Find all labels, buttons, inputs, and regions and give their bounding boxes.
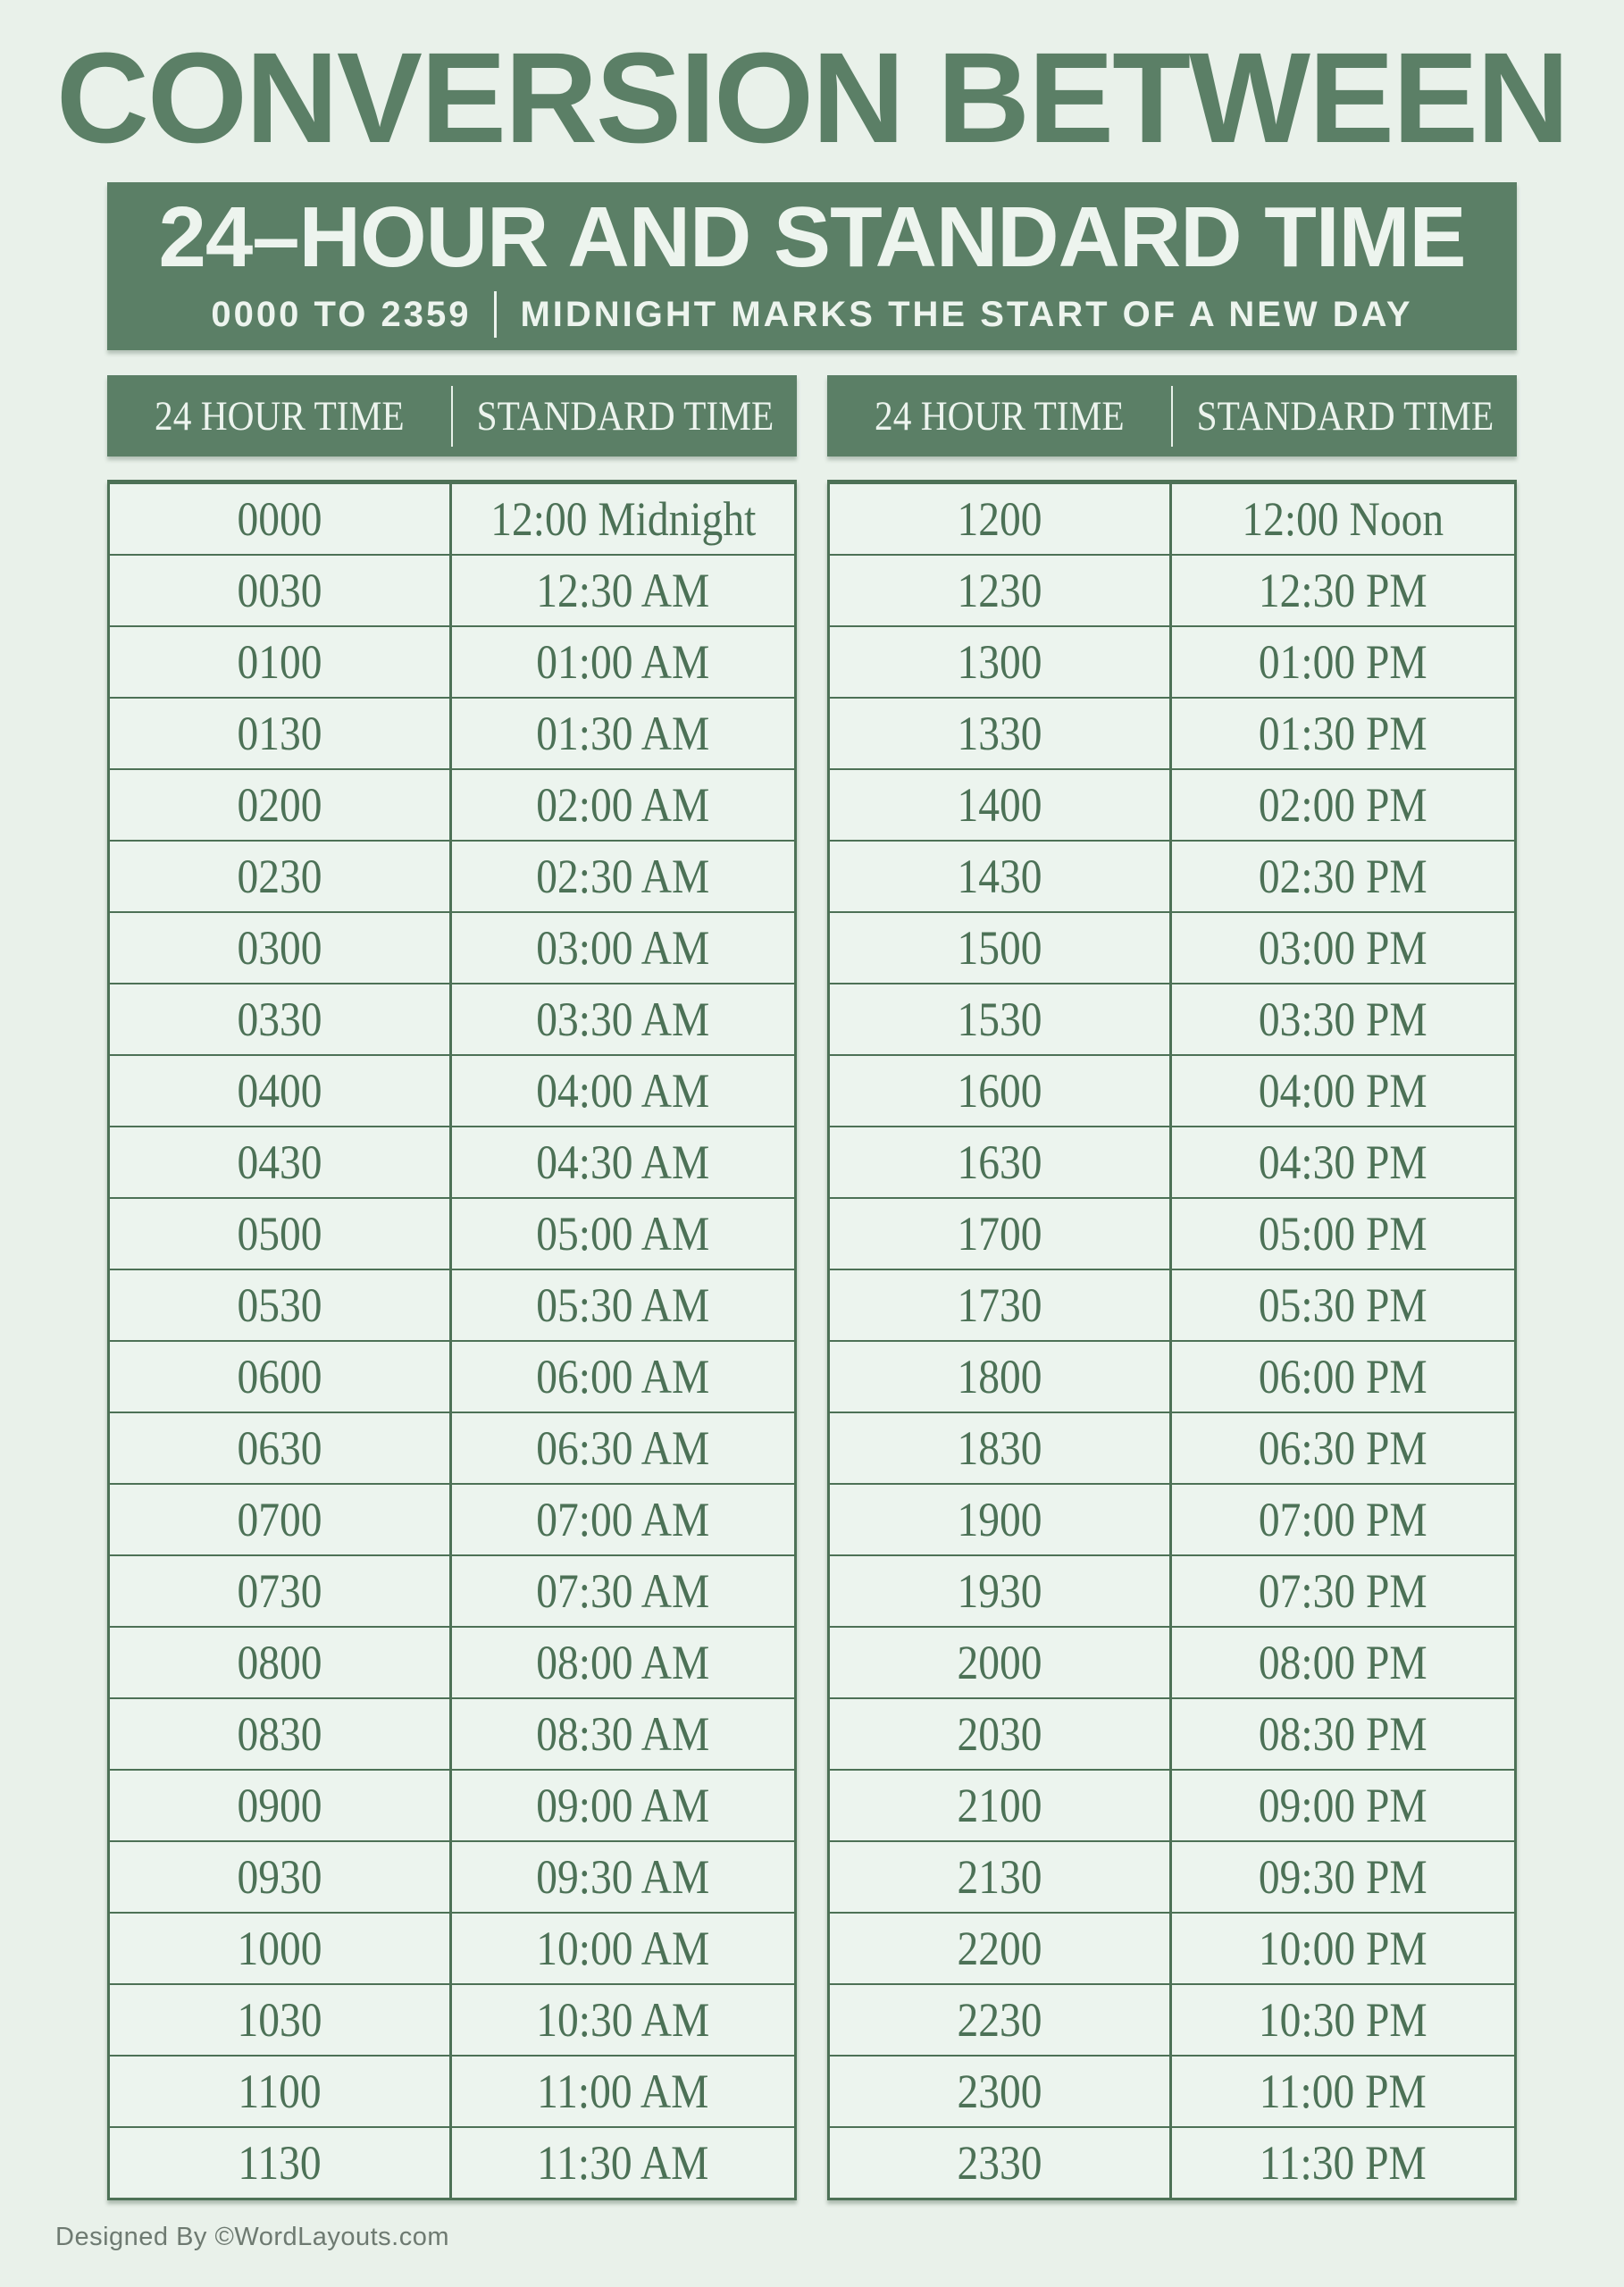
table-am	[107, 375, 797, 2200]
cell-standard: 03:30 PM	[1259, 993, 1427, 1046]
cell-24hour: 1230	[830, 556, 1172, 625]
table-row	[830, 840, 1514, 911]
cell-24hour: 2000	[830, 1628, 1172, 1697]
cell-standard: 04:30 PM	[1259, 1135, 1427, 1189]
cell-standard: 11:00 AM	[537, 2065, 709, 2118]
cell-standard: 02:00 AM	[536, 778, 710, 832]
cell-standard: 09:30 AM	[536, 1850, 710, 1904]
table-row	[110, 1983, 794, 2055]
table-row	[110, 1054, 794, 1126]
cell-24hour: 2230	[830, 1985, 1172, 2055]
table-row	[110, 1626, 794, 1697]
table-row	[110, 2126, 794, 2198]
table-am-body	[107, 480, 797, 2200]
cell-24hour: 0930	[110, 1842, 452, 1912]
cell-24hour: 1400	[830, 770, 1172, 840]
table-row	[110, 1697, 794, 1769]
table-row	[830, 1912, 1514, 1983]
table-row	[830, 1412, 1514, 1483]
table-row	[110, 482, 794, 554]
table-row	[110, 1197, 794, 1269]
cell-standard: 03:00 AM	[536, 921, 710, 975]
cell-24hour: 1530	[830, 984, 1172, 1054]
table-pm-header	[827, 375, 1517, 457]
table-row	[830, 1197, 1514, 1269]
cell-24hour: 1900	[830, 1485, 1172, 1554]
cell-24hour: 0430	[110, 1127, 452, 1197]
cell-24hour: 1000	[110, 1914, 452, 1983]
table-row	[830, 482, 1514, 554]
table-row	[110, 1126, 794, 1197]
cell-24hour: 0500	[110, 1199, 452, 1269]
table-row	[830, 983, 1514, 1054]
table-row	[110, 1554, 794, 1626]
banner	[107, 182, 1517, 350]
cell-standard: 11:30 AM	[537, 2136, 709, 2190]
cell-standard: 02:00 PM	[1259, 778, 1427, 832]
cell-24hour: 0330	[110, 984, 452, 1054]
cell-24hour: 1930	[830, 1556, 1172, 1626]
cell-standard: 07:30 AM	[536, 1564, 710, 1618]
table-row	[830, 2055, 1514, 2126]
table-row	[830, 1126, 1514, 1197]
table-row	[110, 1840, 794, 1912]
table-row	[830, 911, 1514, 983]
table-row	[110, 697, 794, 768]
cell-standard: 05:30 PM	[1259, 1278, 1427, 1332]
cell-24hour: 1430	[830, 842, 1172, 911]
cell-standard: 12:00 Midnight	[490, 492, 757, 546]
table-row	[110, 2055, 794, 2126]
cell-standard: 10:30 AM	[536, 1993, 710, 2047]
table-row	[110, 554, 794, 625]
cell-standard: 04:00 AM	[536, 1064, 710, 1118]
table-row	[830, 2126, 1514, 2198]
table-row	[110, 1269, 794, 1340]
cell-standard: 12:00 Noon	[1242, 492, 1444, 546]
table-row	[830, 1340, 1514, 1412]
cell-standard: 07:00 AM	[536, 1493, 710, 1546]
cell-standard: 11:00 PM	[1259, 2065, 1427, 2118]
cell-24hour: 0600	[110, 1342, 452, 1412]
column-header-24hour: 24 HOUR TIME	[874, 392, 1125, 440]
table-row	[830, 697, 1514, 768]
cell-standard: 08:30 AM	[536, 1707, 710, 1761]
banner-range: 0000 TO 2359	[211, 294, 472, 334]
cell-24hour: 1130	[110, 2128, 452, 2198]
cell-24hour: 0700	[110, 1485, 452, 1554]
cell-standard: 09:30 PM	[1259, 1850, 1427, 1904]
cell-standard: 11:30 PM	[1259, 2136, 1427, 2190]
cell-standard: 09:00 PM	[1259, 1779, 1427, 1832]
cell-standard: 12:30 AM	[536, 564, 710, 617]
cell-24hour: 1730	[830, 1270, 1172, 1340]
cell-24hour: 1600	[830, 1056, 1172, 1126]
cell-24hour: 1100	[110, 2057, 452, 2126]
table-row	[830, 768, 1514, 840]
cell-standard: 01:00 AM	[536, 635, 710, 689]
cell-standard: 08:30 PM	[1259, 1707, 1427, 1761]
conversion-tables	[107, 375, 1517, 2200]
table-row	[110, 1483, 794, 1554]
column-header-standard: STANDARD TIME	[476, 392, 774, 440]
table-row	[830, 1554, 1514, 1626]
table-row	[830, 1054, 1514, 1126]
cell-standard: 08:00 PM	[1259, 1636, 1427, 1689]
table-row	[110, 1912, 794, 1983]
cell-24hour: 1500	[830, 913, 1172, 983]
cell-24hour: 0100	[110, 627, 452, 697]
table-row	[830, 1483, 1514, 1554]
cell-24hour: 1330	[830, 699, 1172, 768]
table-row	[830, 1840, 1514, 1912]
table-row	[830, 554, 1514, 625]
cell-standard: 06:30 PM	[1259, 1421, 1427, 1475]
table-row	[110, 840, 794, 911]
cell-24hour: 0030	[110, 556, 452, 625]
cell-standard: 06:30 AM	[536, 1421, 710, 1475]
table-row	[830, 1769, 1514, 1840]
cell-24hour: 0830	[110, 1699, 452, 1769]
cell-24hour: 2300	[830, 2057, 1172, 2126]
cell-standard: 01:00 PM	[1259, 635, 1427, 689]
credit: Designed By ©WordLayouts.com	[55, 2223, 450, 2251]
table-row	[110, 1769, 794, 1840]
cell-24hour: 2030	[830, 1699, 1172, 1769]
cell-standard: 03:30 AM	[536, 993, 710, 1046]
cell-standard: 07:30 PM	[1259, 1564, 1427, 1618]
cell-24hour: 0530	[110, 1270, 452, 1340]
cell-24hour: 2100	[830, 1771, 1172, 1840]
cell-standard: 09:00 AM	[536, 1779, 710, 1832]
table-row	[110, 1412, 794, 1483]
page-title: CONVERSION BETWEEN	[55, 26, 1569, 170]
cell-24hour: 0900	[110, 1771, 452, 1840]
table-row	[110, 911, 794, 983]
cell-24hour: 0730	[110, 1556, 452, 1626]
cell-standard: 04:00 PM	[1259, 1064, 1427, 1118]
cell-standard: 03:00 PM	[1259, 921, 1427, 975]
banner-subtitle	[211, 291, 1412, 338]
column-header-standard: STANDARD TIME	[1196, 392, 1494, 440]
cell-standard: 05:00 AM	[536, 1207, 710, 1261]
cell-standard: 10:30 PM	[1259, 1993, 1427, 2047]
cell-24hour: 2130	[830, 1842, 1172, 1912]
cell-24hour: 1630	[830, 1127, 1172, 1197]
cell-24hour: 0200	[110, 770, 452, 840]
cell-standard: 12:30 PM	[1259, 564, 1427, 617]
cell-24hour: 2330	[830, 2128, 1172, 2198]
table-row	[110, 1340, 794, 1412]
cell-standard: 06:00 PM	[1259, 1350, 1427, 1403]
table-row	[830, 1269, 1514, 1340]
cell-standard: 10:00 PM	[1259, 1922, 1427, 1975]
cell-standard: 01:30 AM	[536, 707, 710, 760]
cell-24hour: 0400	[110, 1056, 452, 1126]
cell-standard: 05:30 AM	[536, 1278, 710, 1332]
cell-standard: 06:00 AM	[536, 1350, 710, 1403]
cell-standard: 02:30 AM	[536, 850, 710, 903]
cell-24hour: 1800	[830, 1342, 1172, 1412]
cell-24hour: 0130	[110, 699, 452, 768]
table-row	[830, 1983, 1514, 2055]
cell-standard: 02:30 PM	[1259, 850, 1427, 903]
cell-24hour: 1300	[830, 627, 1172, 697]
table-row	[110, 768, 794, 840]
banner-divider	[494, 291, 497, 338]
table-row	[110, 625, 794, 697]
table-row	[110, 983, 794, 1054]
cell-standard: 10:00 AM	[536, 1922, 710, 1975]
table-pm	[827, 375, 1517, 2200]
cell-24hour: 1200	[830, 484, 1172, 554]
cell-24hour: 1830	[830, 1413, 1172, 1483]
table-pm-body	[827, 480, 1517, 2200]
cell-24hour: 0230	[110, 842, 452, 911]
banner-heading: 24–HOUR AND STANDARD TIME	[158, 189, 1466, 285]
table-row	[830, 1697, 1514, 1769]
table-row	[830, 1626, 1514, 1697]
cell-standard: 08:00 AM	[536, 1636, 710, 1689]
cell-24hour: 0800	[110, 1628, 452, 1697]
cell-24hour: 1030	[110, 1985, 452, 2055]
cell-standard: 01:30 PM	[1259, 707, 1427, 760]
cell-24hour: 1700	[830, 1199, 1172, 1269]
banner-note: MIDNIGHT MARKS THE START OF A NEW DAY	[520, 294, 1413, 334]
cell-24hour: 0000	[110, 484, 452, 554]
cell-24hour: 2200	[830, 1914, 1172, 1983]
cell-24hour: 0300	[110, 913, 452, 983]
table-am-header	[107, 375, 797, 457]
cell-24hour: 0630	[110, 1413, 452, 1483]
cell-standard: 07:00 PM	[1259, 1493, 1427, 1546]
cell-standard: 04:30 AM	[536, 1135, 710, 1189]
cell-standard: 05:00 PM	[1259, 1207, 1427, 1261]
table-row	[830, 625, 1514, 697]
column-header-24hour: 24 HOUR TIME	[154, 392, 405, 440]
